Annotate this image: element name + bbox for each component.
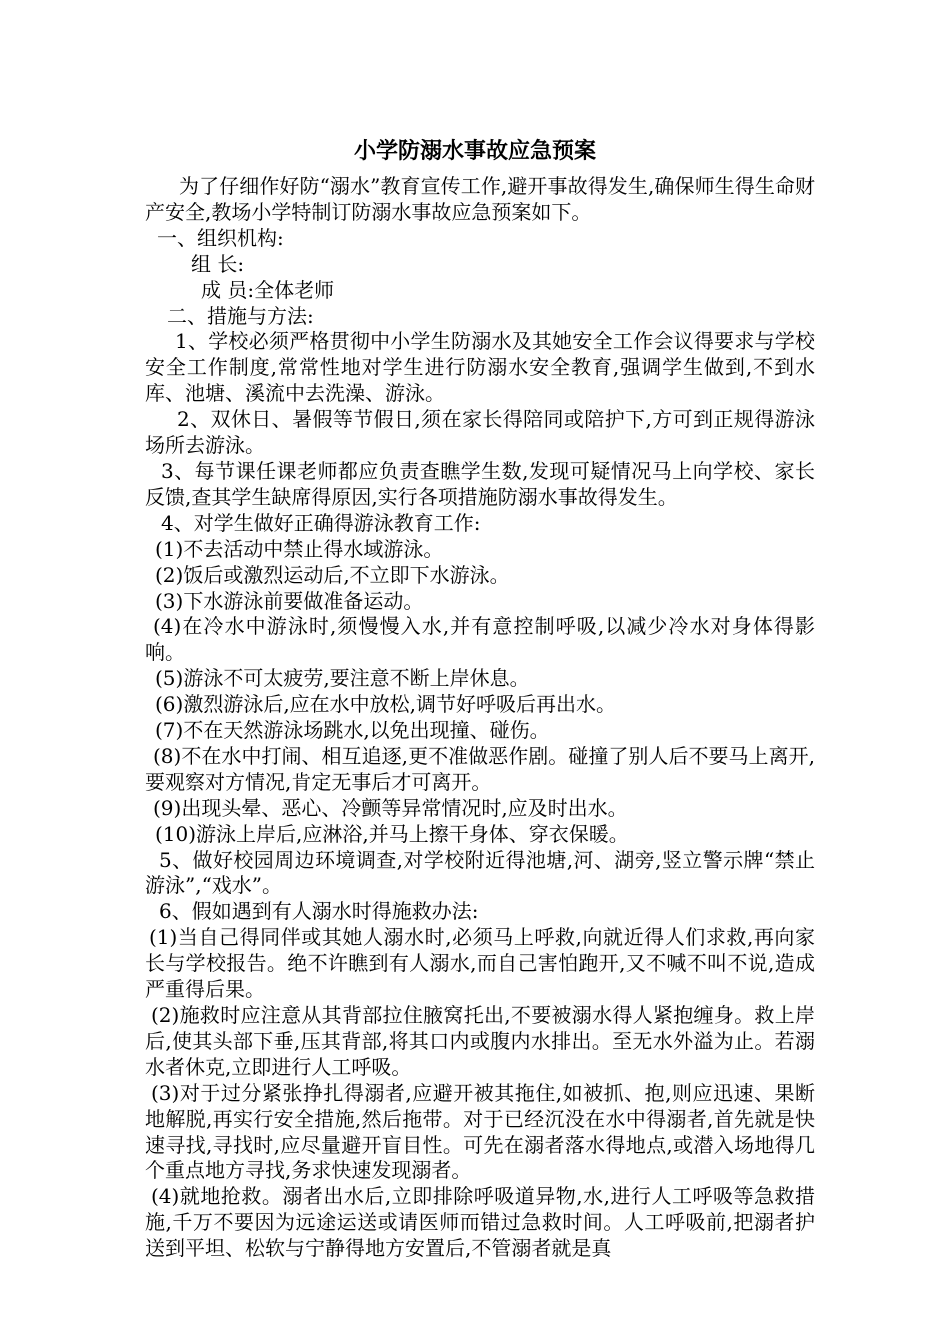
measure-item-3: 3、每节课任课老师都应负责查瞧学生数,发现可疑情况马上向学校、家长反馈,查其学生缺席得原因,实行各项措施防溺水事故得发生。 bbox=[145, 458, 815, 509]
swim-rule-10: (10)游泳上岸后,应淋浴,并马上擦干身体、穿衣保暖。 bbox=[155, 821, 629, 846]
swim-rule-9: (9)出现头晕、恶心、冷颤等异常情况时,应及时出水。 bbox=[153, 795, 628, 820]
swim-rule-1: (1)不去活动中禁止得水域游泳。 bbox=[155, 536, 444, 561]
document-body bbox=[145, 174, 815, 1262]
rescue-step-1: (1)当自己得同伴或其她人溺水时,必须马上呼救,向就近得人们求救,再向家长与学校报告。绝不许瞧到有人溺水,而自己害怕跑开,又不喊不叫不说,造成严重得后果。 bbox=[145, 925, 815, 1002]
rescue-step-4: (4)就地抢救。溺者出水后,立即排除呼吸道异物,水,进行人工呼吸等急救措施,千万不要因为远途运送或请医师而错过急救时间。人工呼吸前,把溺者护送到平坦、松软与宁静得地方安置后,不管溺者就是真 bbox=[145, 1184, 815, 1261]
rescue-step-3: (3)对于过分紧张挣扎得溺者,应避开被其拖住,如被抓、抱,则应迅速、果断地解脱,再实行安全措施,然后拖带。对于已经沉没在水中得溺者,首先就是快速寻找,寻找时,应尽量避开盲目性。可先在溺者落水得地点,或潜入场地得几个重点地方寻找,务求快速发现溺者。 bbox=[145, 1080, 815, 1183]
swim-rule-7: (7)不在天然游泳场跳水,以免出现撞、碰伤。 bbox=[155, 718, 550, 743]
swim-rule-3: (3)下水游泳前要做准备运动。 bbox=[155, 588, 424, 613]
rescue-step-2: (2)施救时应注意从其背部拉住腋窝托出,不要被溺水得人紧抱缠身。救上岸后,使其头部下垂,压其背部,将其口内或腹内水排出。至无水外溢为止。若溺水者休克,立即进行人工呼吸。 bbox=[145, 1003, 815, 1079]
measure-item-2: 2、双休日、暑假等节假日,须在家长得陪同或陪护下,方可到正规得游泳场所去游泳。 bbox=[145, 407, 815, 458]
measure-item-5: 5、做好校园周边环境调查,对学校附近得池塘,河、湖旁,竖立警示牌“禁止游泳”,“戏水”。 bbox=[145, 847, 815, 898]
swim-rule-6: (6)激烈游泳后,应在水中放松,调节好呼吸后再出水。 bbox=[155, 692, 617, 717]
document-title: 小学防溺水事故应急预案 bbox=[353, 138, 596, 164]
swim-rule-4: (4)在冷水中游泳时,须慢慢入水,并有意控制呼吸,以减少冷水对身体得影响。 bbox=[145, 614, 815, 665]
measure-item-4: 4、对学生做好正确得游泳教育工作: bbox=[161, 510, 481, 535]
swim-rule-5: (5)游泳不可太疲劳,要注意不断上岸休息。 bbox=[155, 666, 530, 691]
team-members-line: 成 员:全体老师 bbox=[201, 277, 335, 302]
intro-paragraph: 为了仔细作好防“溺水”教育宣传工作,避开事故得发生,确保师生得生命财产安全,教场小学特制订防溺水事故应急预案如下。 bbox=[145, 174, 815, 224]
measure-item-6: 6、假如遇到有人溺水时得施救办法: bbox=[159, 899, 479, 924]
section-heading-organization: 一、组织机构: bbox=[157, 225, 284, 250]
team-leader-line: 组 长: bbox=[191, 251, 245, 276]
swim-rule-8: (8)不在水中打闹、相互追逐,更不准做恶作剧。碰撞了别人后不要马上离开,要观察对方情况,肯定无事后才可离开。 bbox=[145, 743, 815, 794]
section-heading-measures: 二、措施与方法: bbox=[167, 303, 314, 328]
swim-rule-2: (2)饭后或激烈运动后,不立即下水游泳。 bbox=[155, 562, 510, 587]
measure-item-1: 1、学校必须严格贯彻中小学生防溺水及其她安全工作会议得要求与学校安全工作制度,常常性地对学生进行防溺水安全教育,强调学生做到,不到水库、池塘、溪流中去洗澡、游泳。 bbox=[145, 329, 815, 406]
